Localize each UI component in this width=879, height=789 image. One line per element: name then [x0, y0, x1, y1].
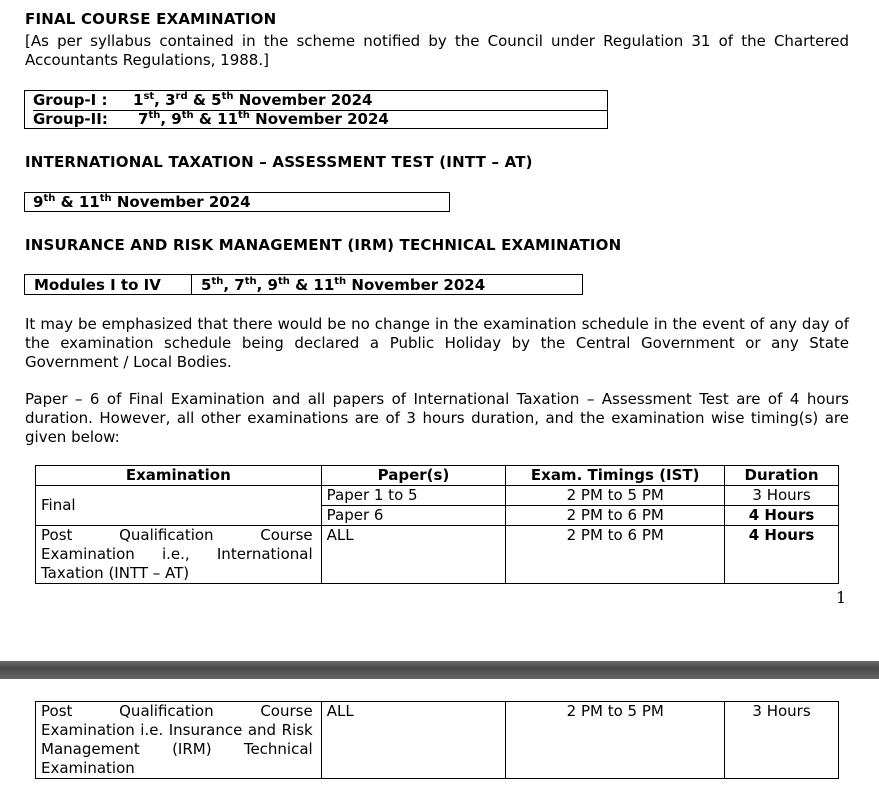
intt-exam-cell: Post Qualification Course Examination i.e., International Taxation (INTT – AT)	[36, 526, 322, 584]
header-timings: Exam. Timings (IST)	[506, 466, 725, 486]
paper-cell: ALL	[321, 526, 506, 584]
paper-cell: ALL	[321, 702, 506, 779]
group-1-label: Group-I :	[33, 91, 108, 109]
group-2-row: Group-II: 7th, 9th & 11th November 2024	[33, 110, 389, 128]
irm-exam-cell: Post Qualification Course Examination i.e. Insurance and Risk Management (IRM) Technical Examination	[36, 702, 322, 779]
schedule-table	[35, 465, 839, 584]
table-header-row	[36, 466, 839, 486]
table-row	[36, 702, 839, 779]
table-row	[36, 486, 839, 506]
page-break-divider	[0, 661, 879, 679]
irm-modules: Modules I to IV	[25, 275, 192, 294]
holiday-paragraph: It may be emphasized that there would be no change in the examination schedule in the event of any day of the examination schedule being declared a Public Holiday by the Central Government or any State Government / Local Bodies.	[25, 315, 849, 371]
duration-cell: 3 Hours	[725, 486, 839, 506]
paper-cell: Paper 6	[321, 506, 506, 526]
schedule-table-continued	[35, 701, 839, 779]
intt-heading: INTERNATIONAL TAXATION – ASSESSMENT TEST (INTT – AT)	[25, 153, 533, 171]
irm-dates: 5th, 7th, 9th & 11th November 2024	[201, 276, 486, 294]
duration-cell: 4 Hours	[725, 526, 839, 584]
timing-cell: 2 PM to 5 PM	[506, 486, 725, 506]
timing-cell: 2 PM to 6 PM	[506, 526, 725, 584]
final-course-note: [As per syllabus contained in the scheme notified by the Council under Regulation 31 of the Chartered Accountants Regulations, 1988.]	[25, 32, 849, 69]
final-course-heading: FINAL COURSE EXAMINATION	[25, 10, 277, 28]
duration-cell: 4 Hours	[725, 506, 839, 526]
header-examination: Examination	[36, 466, 322, 486]
group-dates-box	[24, 90, 608, 129]
duration-cell: 3 Hours	[725, 702, 839, 779]
group-1-row: Group-I : 1st, 3rd & 5th November 2024	[33, 91, 608, 111]
irm-heading: INSURANCE AND RISK MANAGEMENT (IRM) TECHNICAL EXAMINATION	[25, 236, 622, 254]
timing-cell: 2 PM to 5 PM	[506, 702, 725, 779]
irm-dates-box	[24, 274, 583, 295]
intt-dates-box: 9th & 11th November 2024	[24, 192, 450, 212]
timing-cell: 2 PM to 6 PM	[506, 506, 725, 526]
page-number: 1	[836, 588, 847, 607]
paper-cell: Paper 1 to 5	[321, 486, 506, 506]
group-2-label: Group-II:	[33, 110, 108, 128]
header-duration: Duration	[725, 466, 839, 486]
final-exam-cell: Final	[36, 486, 322, 526]
header-papers: Paper(s)	[321, 466, 506, 486]
duration-paragraph: Paper – 6 of Final Examination and all papers of International Taxation – Assessment Test are of 4 hours duration. However, all other examinations are of 3 hours duration, and the examination wise timing(s) are given below:	[25, 390, 849, 446]
table-row	[36, 526, 839, 584]
